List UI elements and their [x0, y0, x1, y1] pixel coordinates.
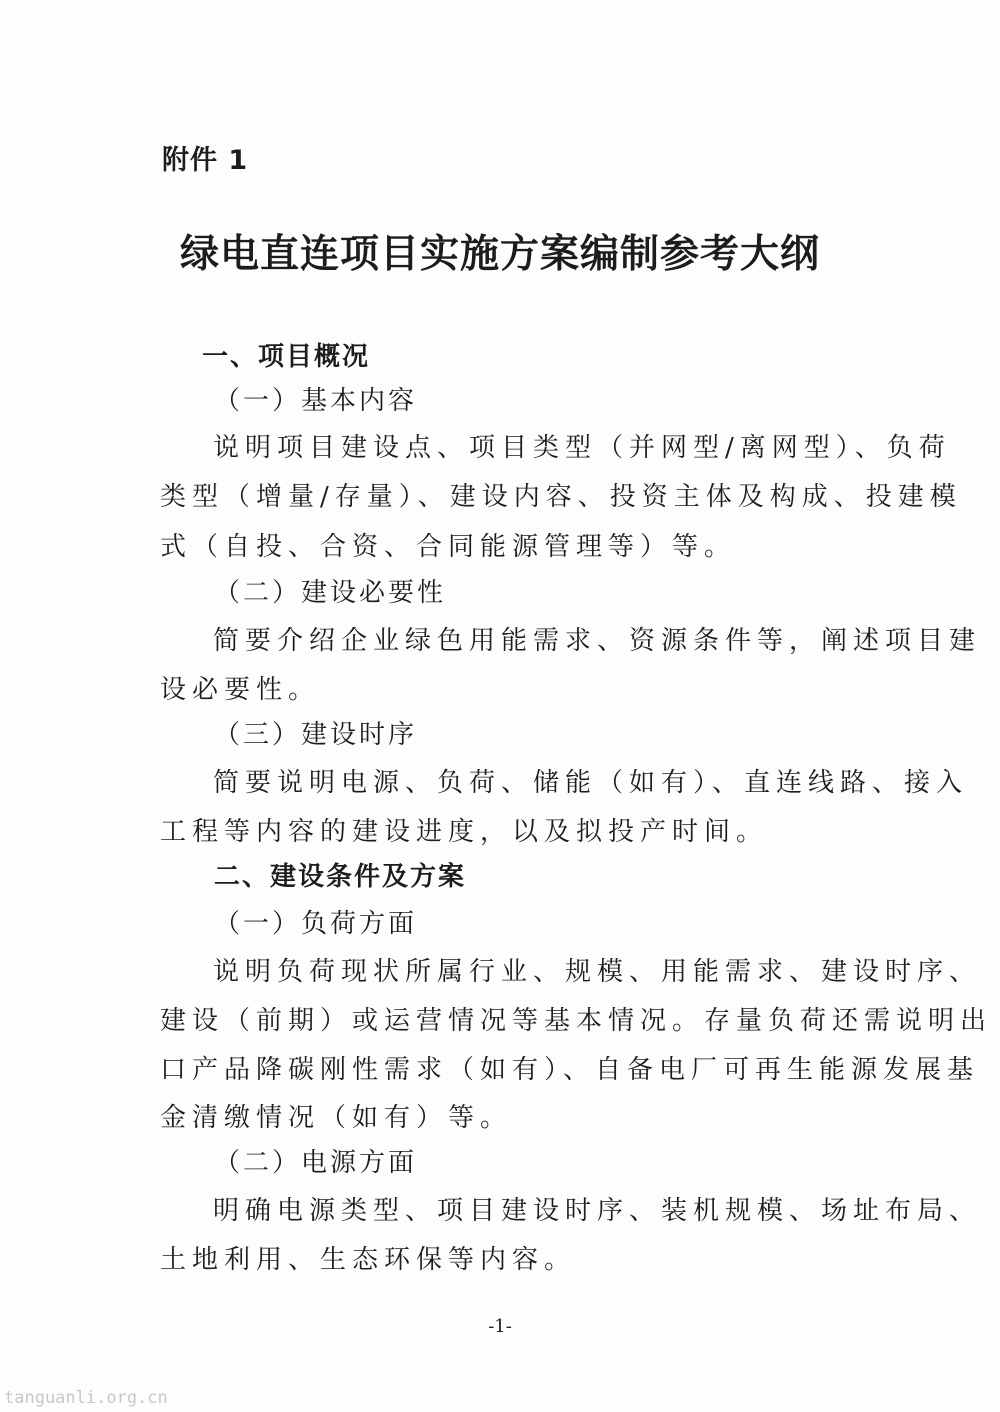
document-title: 绿电直连项目实施方案编制参考大纲: [179, 232, 820, 277]
watermark: tanguanli.org.cn: [4, 1388, 168, 1408]
attachment-label: 附件 1: [162, 145, 249, 176]
paragraph-line: 简要介绍企业绿色用能需求、资源条件等，阐述项目建: [213, 626, 982, 656]
paragraph-line: 类型（增量/存量）、建设内容、投资主体及构成、投建模: [160, 482, 962, 512]
paragraph-line: 说明负荷现状所属行业、规模、用能需求、建设时序、: [213, 957, 982, 987]
subsection-heading-schedule: （三）建设时序: [214, 720, 418, 750]
subsection-heading-basic-content: （一）基本内容: [214, 386, 418, 416]
paragraph-line: 设必要性。: [160, 675, 321, 705]
paragraph-line: 明确电源类型、项目建设时序、装机规模、场址布局、: [213, 1196, 982, 1226]
subsection-heading-load: （一）负荷方面: [214, 909, 418, 939]
subsection-heading-power-source: （二）电源方面: [214, 1148, 418, 1178]
paragraph-line: 式（自投、合资、合同能源管理等）等。: [160, 532, 737, 562]
paragraph-line: 土地利用、生态环保等内容。: [160, 1245, 577, 1275]
section-heading-1: 一、项目概况: [202, 342, 371, 372]
section-heading-2: 二、建设条件及方案: [214, 862, 467, 892]
paragraph-line: 工程等内容的建设进度，以及拟投产时间。: [160, 817, 769, 847]
page-number: -1-: [488, 1316, 512, 1337]
paragraph-line: 简要说明电源、负荷、储能（如有）、直连线路、接入: [213, 768, 969, 798]
paragraph-line: 说明项目建设点、项目类型（并网型/离网型）、负荷: [213, 433, 951, 463]
paragraph-line: 建设（前期）或运营情况等基本情况。存量负荷还需说明出: [160, 1006, 993, 1036]
paragraph-line: 口产品降碳刚性需求（如有）、自备电厂可再生能源发展基: [160, 1055, 980, 1085]
subsection-heading-necessity: （二）建设必要性: [214, 578, 447, 608]
paragraph-line: 金清缴情况（如有）等。: [160, 1103, 513, 1133]
